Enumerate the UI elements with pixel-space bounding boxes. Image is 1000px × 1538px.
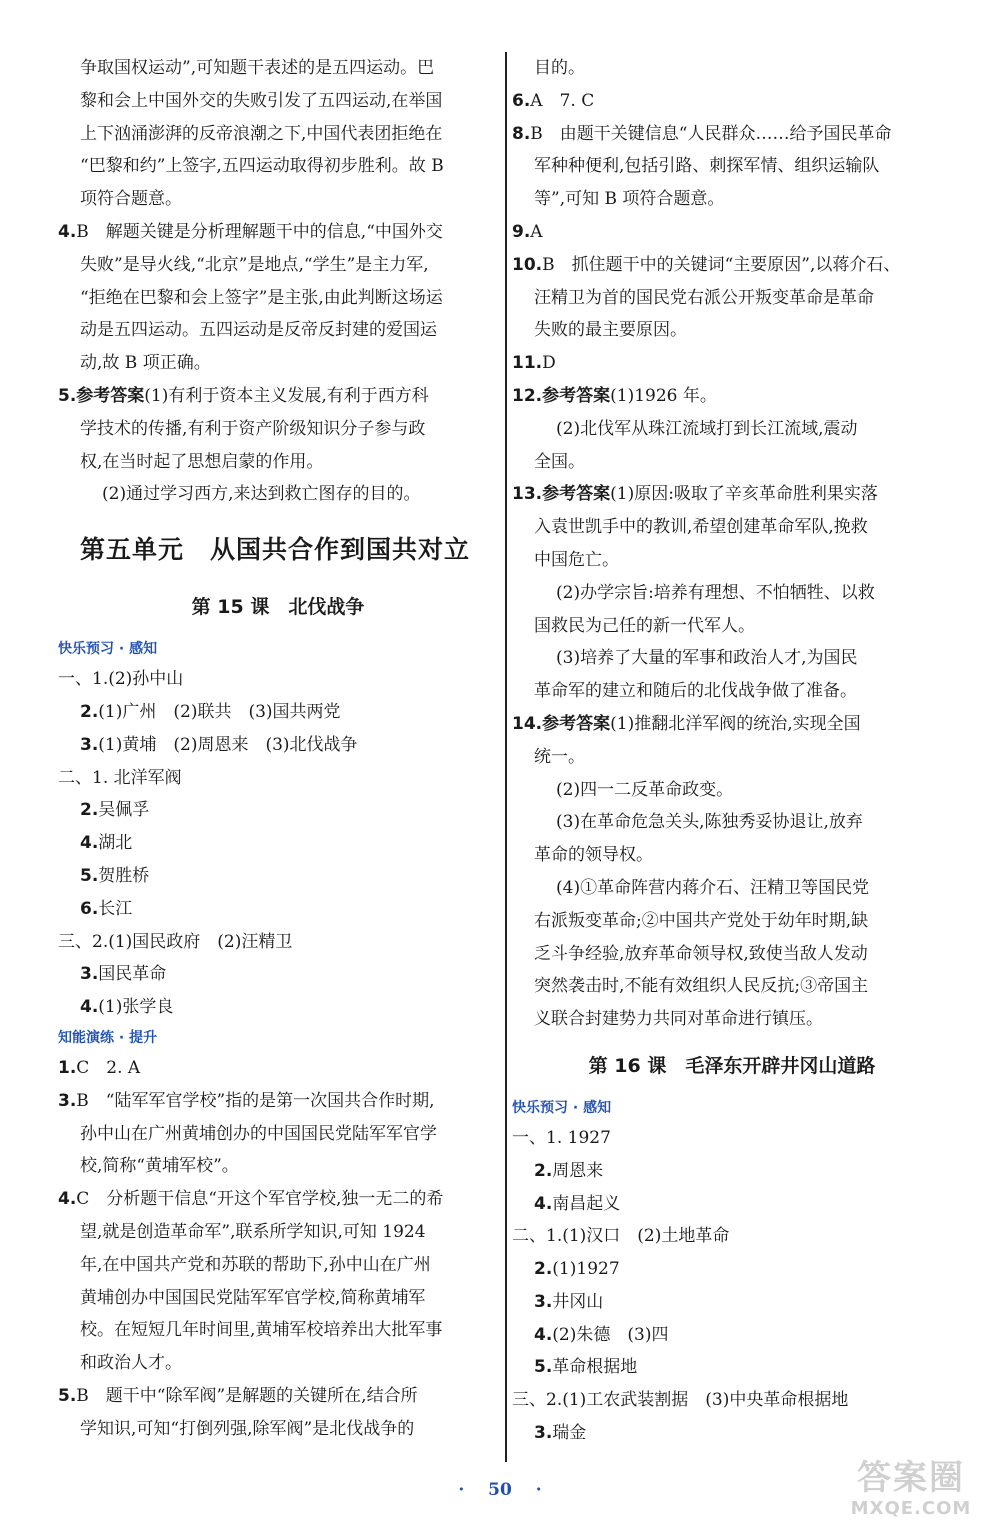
answer-text: “拒绝在巴黎和会上签字”是主张,由此判断这场运 bbox=[80, 287, 443, 308]
answer-line bbox=[512, 511, 952, 544]
answer-text: (1)原因:吸取了辛亥革命胜利果实落 bbox=[610, 484, 878, 505]
answer-line bbox=[58, 1085, 498, 1118]
answer-line bbox=[58, 52, 498, 85]
answer-text: 统一。 bbox=[534, 746, 585, 767]
answer-text: 南昌起义 bbox=[552, 1193, 621, 1214]
question-number: 2. bbox=[534, 1160, 553, 1181]
answer-text: 黄埔创办中国国民党陆军军官学校,简称黄埔军 bbox=[80, 1287, 426, 1308]
answer-line bbox=[512, 774, 952, 807]
answer-line bbox=[58, 1216, 498, 1249]
answer-line bbox=[512, 577, 952, 610]
answer-text: 望,就是创造革命军”,联系所学知识,可知 1924 bbox=[80, 1221, 426, 1242]
answer-line bbox=[58, 183, 498, 216]
answer-text: (4)①革命阵营内蒋介石、汪精卫等国民党 bbox=[556, 877, 870, 898]
answer-text: (3)培养了大量的军事和政治人才,为国民 bbox=[556, 648, 858, 669]
answer-line bbox=[512, 1122, 952, 1155]
answer-text: 吴佩孚 bbox=[98, 800, 150, 821]
watermark-logo bbox=[836, 1458, 986, 1528]
question-number: 2. bbox=[534, 1259, 553, 1280]
answer-text: 失败的最主要原因。 bbox=[534, 320, 687, 341]
answer-line bbox=[512, 380, 952, 413]
answer-line bbox=[512, 1319, 952, 1352]
question-number: 5. bbox=[80, 865, 99, 886]
answer-text: 校。在短短几年时间里,黄埔军校培养出大批军事 bbox=[80, 1320, 443, 1341]
answer-line bbox=[512, 872, 952, 905]
answer-text: D bbox=[542, 353, 556, 374]
answer-text: 中国危亡。 bbox=[534, 549, 619, 570]
answer-line bbox=[512, 1351, 952, 1384]
lesson-15-title: 第 15 课 北伐战争 bbox=[191, 596, 365, 619]
question-number: 2. bbox=[80, 800, 99, 821]
answer-line bbox=[512, 938, 952, 971]
answer-text: 瑞金 bbox=[552, 1423, 587, 1444]
answer-text: 争取国权运动”,可知题干表述的是五四运动。巴 bbox=[80, 58, 435, 78]
answer-line bbox=[58, 413, 498, 446]
answer-text: 学技术的传播,有利于资产阶级知识分子参与政 bbox=[80, 418, 426, 439]
answer-line bbox=[512, 52, 952, 85]
answer-line bbox=[512, 216, 952, 249]
answer-line bbox=[512, 413, 952, 446]
answer-text: A bbox=[530, 221, 543, 242]
answer-line bbox=[58, 1380, 498, 1413]
answer-line bbox=[58, 1118, 498, 1151]
column-divider bbox=[505, 52, 507, 1462]
answer-text: 长江 bbox=[98, 898, 133, 919]
answer-line bbox=[58, 893, 498, 926]
left-column bbox=[58, 52, 498, 1445]
answer-line bbox=[58, 827, 498, 860]
page-number: 50 bbox=[488, 1480, 512, 1500]
answer-text: (2)四一二反革命政变。 bbox=[556, 779, 734, 800]
answer-line bbox=[58, 478, 498, 511]
question-number: 3. bbox=[534, 1423, 553, 1444]
answer-line bbox=[512, 839, 952, 872]
question-number: 14. bbox=[512, 713, 543, 734]
question-number: 3. bbox=[80, 734, 99, 755]
answer-text: C 分析题干信息“开这个军官学校,独一无二的希 bbox=[76, 1189, 444, 1210]
answer-text: B 抓住题干中的关键词“主要原因”,以蒋介石、 bbox=[542, 254, 901, 275]
lesson-16-title: 第 16 课 毛泽东开辟井冈山道路 bbox=[588, 1054, 876, 1077]
answer-text: (1)黄埔 (2)周恩来 (3)北伐战争 bbox=[98, 734, 358, 755]
question-number: 6. bbox=[80, 898, 99, 919]
question-number: 4. bbox=[58, 221, 77, 242]
answer-text: 等”,可知 B 项符合题意。 bbox=[534, 189, 725, 210]
answer-line bbox=[58, 663, 498, 696]
answer-line bbox=[512, 282, 952, 315]
answer-line bbox=[58, 794, 498, 827]
answer-line bbox=[512, 347, 952, 380]
answer-text: 失败”是导火线,“北京”是地点,“学生”是主力军, bbox=[80, 254, 429, 275]
answer-line bbox=[512, 741, 952, 774]
question-number: 5. bbox=[534, 1357, 553, 1378]
right-column bbox=[512, 52, 952, 1450]
answer-line bbox=[58, 314, 498, 347]
answer-text: (1)1927 bbox=[552, 1259, 620, 1280]
answer-text: (1)1926 年。 bbox=[610, 385, 717, 406]
answer-text: 黎和会上中国外交的失败引发了五四运动,在举国 bbox=[80, 90, 443, 111]
question-number: 5. bbox=[58, 1385, 77, 1406]
question-number: 2. bbox=[80, 701, 99, 722]
answer-line bbox=[512, 642, 952, 675]
question-number: 4. bbox=[80, 997, 99, 1018]
answer-line bbox=[58, 249, 498, 282]
question-number: 13. bbox=[512, 484, 543, 505]
answer-text: 国民革命 bbox=[98, 964, 167, 985]
answer-text: 右派叛变革命;②中国共产党处于幼年时期,缺 bbox=[534, 910, 869, 931]
answer-line bbox=[512, 970, 952, 1003]
lesson-16-answers bbox=[512, 1094, 952, 1450]
answer-text: 军种种便利,包括引路、刺探军情、组织运输队 bbox=[534, 156, 880, 177]
answer-text: (1)张学良 bbox=[98, 997, 174, 1018]
question-number: 4. bbox=[534, 1324, 553, 1345]
answer-line bbox=[58, 347, 498, 380]
answer-line bbox=[512, 478, 952, 511]
answer-text: 三、2.(1)工农武装割据 (3)中央革命根据地 bbox=[512, 1390, 849, 1411]
answer-line bbox=[58, 282, 498, 315]
answer-text: A 7. C bbox=[530, 90, 595, 111]
footer-dot-left: · bbox=[458, 1480, 465, 1500]
answer-text: “巴黎和约”上签字,五四运动取得初步胜利。故 B bbox=[80, 156, 444, 177]
question-number: 3. bbox=[80, 964, 99, 985]
answer-line bbox=[58, 1413, 498, 1446]
answer-line bbox=[512, 806, 952, 839]
answer-line bbox=[58, 1150, 498, 1183]
answer-text: 一、1.(2)孙中山 bbox=[58, 669, 184, 690]
answer-line bbox=[512, 1220, 952, 1253]
answer-text: (1)有利于资本主义发展,有利于西方科 bbox=[144, 385, 429, 406]
answer-line bbox=[58, 1347, 498, 1380]
answer-text: 上下汹涌澎湃的反帝浪潮之下,中国代表团拒绝在 bbox=[80, 123, 443, 144]
reference-answer-label: 参考答案 bbox=[542, 713, 611, 734]
answer-text: 义联合封建势力共同对革命进行镇压。 bbox=[534, 1009, 823, 1030]
question-number: 3. bbox=[534, 1291, 553, 1312]
answer-line bbox=[58, 1314, 498, 1347]
answer-line bbox=[58, 446, 498, 479]
answer-text: 突然袭击时,不能有效组织人民反抗;③帝国主 bbox=[534, 976, 869, 997]
question-number: 1. bbox=[58, 1057, 77, 1078]
answer-line bbox=[512, 150, 952, 183]
reference-answer-label: 参考答案 bbox=[542, 484, 611, 505]
answer-line bbox=[58, 380, 498, 413]
answer-line bbox=[512, 708, 952, 741]
answer-line bbox=[512, 1155, 952, 1188]
answer-text: 年,在中国共产党和苏联的帮助下,孙中山在广州 bbox=[80, 1254, 431, 1275]
answer-line bbox=[512, 1253, 952, 1286]
answer-text: 革命根据地 bbox=[552, 1357, 638, 1378]
unit-title: 第五单元 从国共合作到国共对立 bbox=[80, 535, 471, 565]
answer-line bbox=[512, 118, 952, 151]
question-number: 11. bbox=[512, 353, 543, 374]
watermark-top-text: 答案圈 bbox=[857, 1458, 965, 1498]
answer-text: 权,在当时起了思想启蒙的作用。 bbox=[80, 451, 324, 472]
answer-line bbox=[512, 249, 952, 282]
answer-text: 和政治人才。 bbox=[80, 1353, 182, 1374]
question-number: 8. bbox=[512, 123, 531, 144]
left-answers-continued bbox=[58, 52, 498, 511]
answer-text: 湖北 bbox=[98, 833, 133, 854]
answer-line bbox=[512, 1286, 952, 1319]
answer-line bbox=[512, 314, 952, 347]
answer-line bbox=[512, 544, 952, 577]
answer-line bbox=[512, 1003, 952, 1036]
answer-text: 校,简称“黄埔军校”。 bbox=[80, 1156, 239, 1177]
answer-line bbox=[58, 762, 498, 795]
answer-line bbox=[512, 1384, 952, 1417]
answer-line bbox=[512, 1417, 952, 1450]
answer-text: 革命军的建立和随后的北伐战争做了准备。 bbox=[534, 681, 857, 702]
answer-text: 国救民为己任的新一代军人。 bbox=[534, 615, 755, 636]
answer-line bbox=[58, 118, 498, 151]
answer-text: B 由题干关键信息“人民群众……给予国民革命 bbox=[530, 123, 892, 144]
answer-text: 全国。 bbox=[534, 451, 585, 472]
answer-text: 贺胜桥 bbox=[98, 865, 150, 886]
question-number: 4. bbox=[80, 833, 99, 854]
answer-line bbox=[58, 85, 498, 118]
answer-text: 项符合题意。 bbox=[80, 189, 182, 210]
answer-text: (2)办学宗旨:培养有理想、不怕牺牲、以救 bbox=[556, 582, 875, 603]
answer-line bbox=[58, 1282, 498, 1315]
answer-line bbox=[512, 183, 952, 216]
answer-text: 井冈山 bbox=[552, 1291, 604, 1312]
answer-text: 一、1. 1927 bbox=[512, 1127, 611, 1148]
answer-line bbox=[58, 991, 498, 1024]
answer-line bbox=[58, 860, 498, 893]
footer-dot-right: · bbox=[535, 1480, 542, 1500]
reference-answer-label: 参考答案 bbox=[542, 385, 611, 406]
answer-text: B 题干中“除军阀”是解题的关键所在,结合所 bbox=[76, 1385, 418, 1406]
answer-text: (2)北伐军从珠江流域打到长江流域,震动 bbox=[556, 418, 858, 439]
answer-text: 入袁世凯手中的教训,希望创建革命军队,挽救 bbox=[534, 517, 868, 538]
answer-line bbox=[512, 446, 952, 479]
answer-text: (1)广州 (2)联共 (3)国共两党 bbox=[98, 701, 341, 722]
question-number: 9. bbox=[512, 221, 531, 242]
answer-text: B 解题关键是分析理解题干中的信息,“中国外交 bbox=[76, 221, 443, 242]
answer-text: 学知识,可知“打倒列强,除军阀”是北伐战争的 bbox=[80, 1418, 415, 1439]
answer-text: (1)推翻北洋军阀的统治,实现全国 bbox=[610, 713, 861, 734]
section-heading: 快乐预习 · 感知 bbox=[512, 1099, 612, 1116]
lesson-15-answers-continued bbox=[512, 52, 952, 1036]
answer-line bbox=[512, 675, 952, 708]
section-heading: 快乐预习 · 感知 bbox=[58, 641, 158, 658]
answer-text: 目的。 bbox=[534, 58, 585, 78]
answer-text: (2)朱德 (3)四 bbox=[552, 1324, 669, 1345]
answer-line bbox=[512, 610, 952, 643]
question-number: 4. bbox=[534, 1193, 553, 1214]
answer-line bbox=[58, 729, 498, 762]
answer-text: 汪精卫为首的国民党右派公开叛变革命是革命 bbox=[534, 287, 874, 308]
answer-text: 三、2.(1)国民政府 (2)汪精卫 bbox=[58, 931, 293, 952]
answer-line bbox=[512, 905, 952, 938]
answer-line bbox=[58, 1249, 498, 1282]
question-number: 12. bbox=[512, 385, 543, 406]
answer-line bbox=[512, 1188, 952, 1221]
answer-line bbox=[58, 696, 498, 729]
question-number: 10. bbox=[512, 254, 543, 275]
section-heading: 知能演练 · 提升 bbox=[58, 1029, 158, 1046]
lesson-15-answers bbox=[58, 635, 498, 1445]
answer-text: 革命的领导权。 bbox=[534, 845, 653, 866]
answer-text: 乏斗争经验,放弃革命领导权,致使当敌人发动 bbox=[534, 943, 868, 964]
answer-text: 周恩来 bbox=[552, 1160, 604, 1181]
question-number: 3. bbox=[58, 1090, 77, 1111]
answer-line bbox=[58, 1052, 498, 1085]
answer-line bbox=[58, 1183, 498, 1216]
question-number: 4. bbox=[58, 1189, 77, 1210]
answer-line bbox=[58, 926, 498, 959]
answer-text: B “陆军军官学校”指的是第一次国共合作时期, bbox=[76, 1090, 435, 1111]
question-number: 5. bbox=[58, 385, 77, 406]
answer-text: (3)在革命危急关头,陈独秀妥协退让,放弃 bbox=[556, 812, 863, 833]
answer-text: 动是五四运动。五四运动是反帝反封建的爱国运 bbox=[80, 320, 437, 341]
answer-text: C 2. A bbox=[76, 1057, 141, 1078]
question-number: 6. bbox=[512, 90, 531, 111]
answer-text: 二、1.(1)汉口 (2)土地革命 bbox=[512, 1226, 730, 1247]
watermark-bottom-text: MXQE.COM bbox=[850, 1498, 972, 1519]
answer-line bbox=[58, 150, 498, 183]
answer-text: 动,故 B 项正确。 bbox=[80, 353, 211, 374]
answer-text: 孙中山在广州黄埔创办的中国国民党陆军军官学 bbox=[80, 1123, 437, 1144]
answer-line bbox=[58, 958, 498, 991]
answer-line bbox=[512, 85, 952, 118]
answer-text: (2)通过学习西方,来达到救亡图存的目的。 bbox=[102, 484, 421, 505]
answer-text: 二、1. 北洋军阀 bbox=[58, 767, 182, 788]
answer-line bbox=[58, 216, 498, 249]
reference-answer-label: 参考答案 bbox=[76, 385, 145, 406]
